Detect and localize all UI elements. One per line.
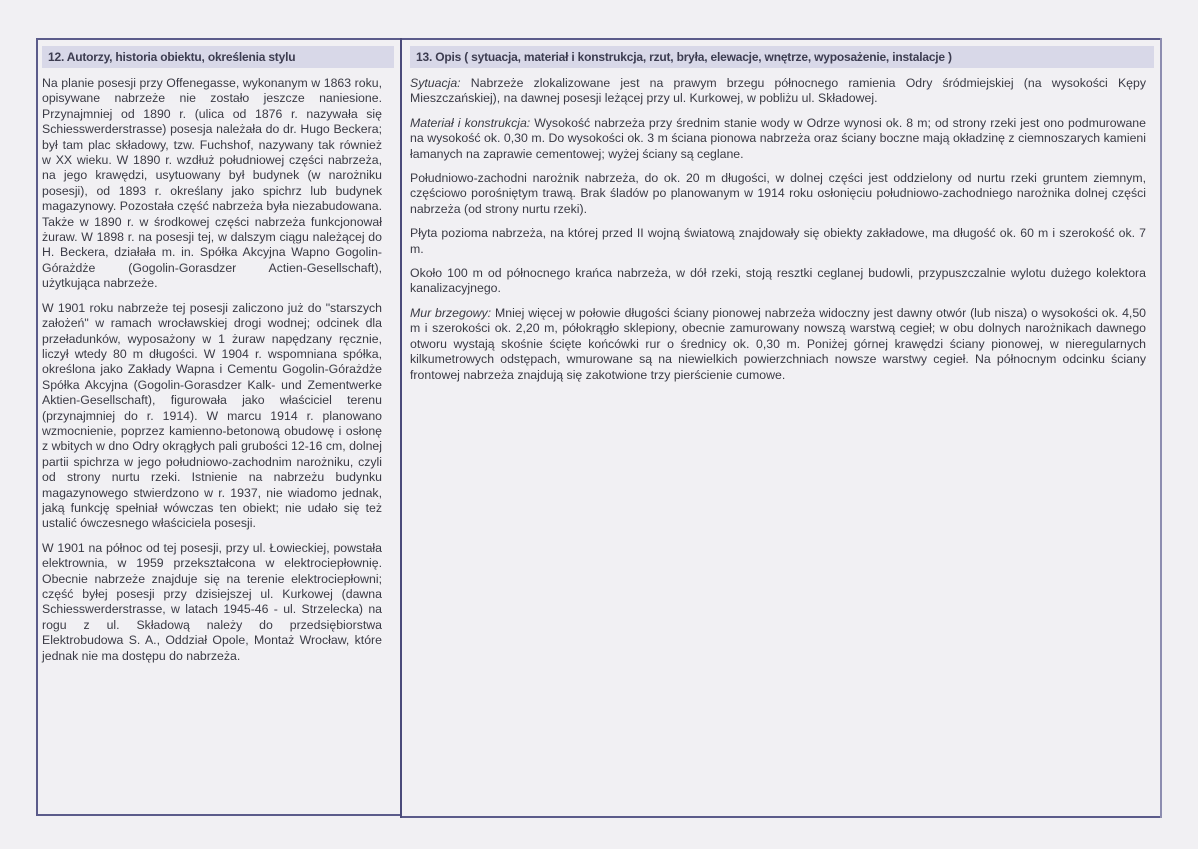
label-material: Materiał i konstrukcja: — [410, 115, 531, 130]
text-wall: Mniej więcej w połowie długości ściany pionowej nabrzeża widoczny jest dawny otwór (lub nisza) o wysokości ok. 4,50 m i szerokości ok. 2,20 m, półokrągło sklepiony, obecnie zamurowany nowszą warstwą cegieł; w obu dolnych narożnikach dawnego otworu wystają skośnie ścięte końcówki rur o średnicy ok. 0,30 m. Poniżej górnej krawędzi ściany pionowej, w nieregularnych kilkumetrowych odstępach, wmurowane są na niewielkich powierzchniach nowsze warstwy cegieł. Na północnym odcinku ściany frontowej nabrzeża znajdują się zakotwione trzy pierścienie cumowe. — [410, 305, 1146, 382]
label-wall: Mur brzegowy: — [410, 305, 492, 320]
history-paragraph-1: Na planie posesji przy Offenegasse, wykonanym w 1863 roku, opisywane nabrzeże nie zostało jeszcze naniesione. Przynajmniej od 1890 r. (ulica od 1876 r. nazywała się Schiesswerderstrasse) posesja należała do dr. Hugo Beckera; był tam plac składowy, tzw. Fuchshof, nazywany tak również w XX wieku. W 1890 r. wzdłuż południowej części nabrzeża, na jego krawędzi, usytuowany był budynek (w narożniku posesji), od 1893 r. określany jako spichrz lub budynek magazynowy. Pozostała część nabrzeża była niezabudowana. Także w 1890 r. w środkowej części nabrzeża funkcjonował żuraw. W 1898 r. na posesji tej, w dalszym ciągu należącej do H. Beckera, działała m. in. Spółka Akcyjna Wapno Gogolin-Górażdże (Gogolin-Gorasdzer Actien-Gesellschaft), użytkująca nabrzeże. — [42, 76, 382, 291]
description-situation — [410, 76, 1146, 107]
history-paragraph-2: W 1901 roku nabrzeże tej posesji zaliczono już do "starszych założeń" w ramach wrocławskiej drogi wodnej; odcinek dla przeładunków, wyposażony w 1 żuraw napędzany ręcznie, liczył wtedy 80 m długości. W 1904 r. wspomniana spółka, określona jako Zakłady Wapna i Cementu Gogolin-Górażdże Spółka Akcyjna (Gogolin-Gorasdzer Kalk- und Zementwerke Aktien-Gesellschaft), figurowała jako właściciel terenu (przynajmniej do r. 1914). W marcu 1914 r. planowano wzmocnienie, poprzez kamienno-betonową obudowę i osłonę z wbitych w dno Odry okrągłych pali grubości 12-16 cm, dolnej partii spichrza w jego południowo-zachodnim narożniku, czyli od strony nurtu rzeki. Istnienie na nabrzeżu budynku magazynowego stwierdzono w r. 1937, nie wiadomo jednak, jaką funkcję spełniał wówczas ten obiekt; nie udało się też ustalić ówczesnego właściciela posesji. — [42, 300, 382, 531]
description-column — [410, 76, 1146, 392]
text-situation: Nabrzeże zlokalizowane jest na prawym brzegu północnego ramienia Odry śródmiejskiej (na wysokości Kępy Mieszczańskiej), na dawnej posesji leżącej przy ul. Kurkowej, w pobliżu ul. Składowej. — [410, 76, 1146, 106]
text-material: Wysokość nabrzeża przy średnim stanie wody w Odrze wynosi ok. 8 m; od strony rzeki jest ono podmurowane na wysokość ok. 0,30 m. Do wysokości ok. 3 m ściana pionowa nabrzeża oraz ściany boczne mają okładzinę z ciemnoszarych kamieni łamanych na zaprawie cementowej; wyżej ściany są ceglane. — [410, 115, 1146, 161]
description-wall — [410, 306, 1146, 383]
label-situation: Sytuacja: — [410, 76, 461, 90]
right-edge-line — [1160, 38, 1162, 818]
history-paragraph-3: W 1901 na północ od tej posesji, przy ul. Łowieckiej, powstała elektrownia, w 1959 przekształcona w elektrociepłownię. Obecnie nabrzeże znajduje się na terenie elektrociepłowni; część byłej posesji przy dzisiejszej ul. Kurkowej (dawna Schiesswerderstrasse, w latach 1945-46 - ul. Strzelecka) na rogu z ul. Składową należy do przedsiębiorstwa Elektrobudowa S. A., Oddział Opole, Montaż Wrocław, które jednak nie ma dostępu do nabrzeża. — [42, 540, 382, 663]
description-southwest-corner: Południowo-zachodni narożnik nabrzeża, do ok. 20 m długości, w dolnej części jest oddzielony od nurtu rzeki gruntem ziemnym, częściowo porośniętym trawą. Brak śladów po planowanym w 1914 roku osłonięciu południowo-zachodniego narożnika dolnej części nabrzeża (od strony nurtu rzeki). — [410, 171, 1146, 216]
section-13-heading: 13. Opis ( sytuacja, materiał i konstrukcja, rzut, bryła, elewacje, wnętrze, wyposażenie, instalacje ) — [410, 46, 1154, 68]
description-platform: Płyta pozioma nabrzeża, na której przed II wojną światową znajdowały się obiekty zakładowe, ma długość ok. 60 m i szerokość ok. 7 m. — [410, 226, 1146, 256]
description-material — [410, 116, 1146, 162]
section-12-heading: 12. Autorzy, historia obiektu, określenia stylu — [42, 46, 394, 68]
description-collector: Około 100 m od północnego krańca nabrzeża, w dół rzeki, stoją resztki ceglanej budowli, przypuszczalnie wylotu dużego kolektora kanalizacyjnego. — [410, 266, 1146, 296]
history-column — [42, 76, 382, 673]
